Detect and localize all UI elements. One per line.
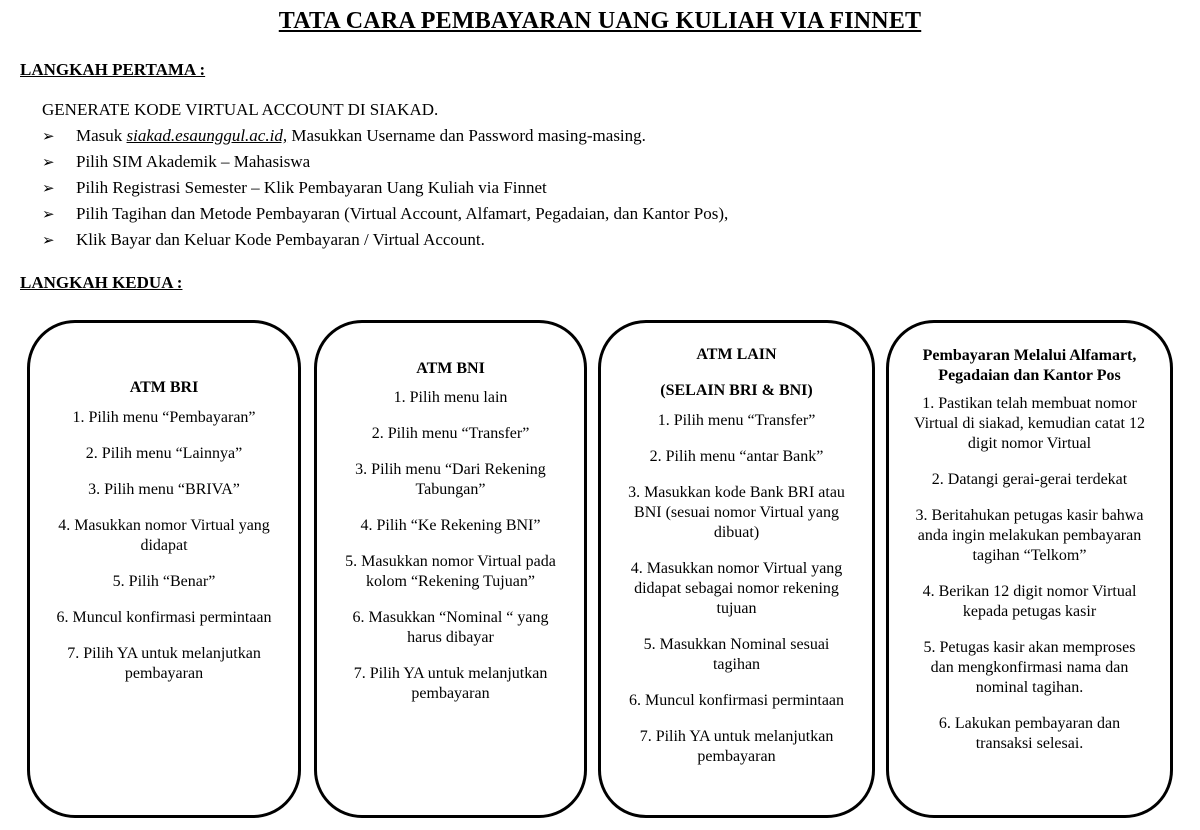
arrow-right-icon: ➢ (42, 205, 55, 223)
list-item (42, 151, 728, 177)
arrow-right-icon: ➢ (42, 179, 55, 197)
list-item-text: Pilih Registrasi Semester – Klik Pembayaran Uang Kuliah via Finnet (76, 178, 547, 197)
arrow-right-icon: ➢ (42, 231, 55, 249)
siakad-link[interactable]: siakad.esaunggul.ac.id, (126, 126, 288, 145)
list-item (42, 203, 728, 229)
atm-lain-box (598, 320, 875, 818)
list-item (42, 125, 728, 151)
steps-list (621, 411, 852, 767)
list-item: 2. Pilih menu “Lainnya” (85, 445, 243, 462)
box-title: ATM LAIN (696, 346, 777, 363)
list-item-text: Pilih SIM Akademik – Mahasiswa (76, 152, 311, 171)
list-item: 3. Beritahukan petugas kasir bahwa anda ingin melakukan pembayaran tagihan “Telkom” (915, 507, 1144, 564)
list-item: 6. Lakukan pembayaran dan transaksi selesai. (938, 715, 1121, 752)
atm-bni-box (314, 320, 587, 818)
list-item: 1. Pilih menu “Transfer” (657, 412, 816, 429)
list-item: 3. Pilih menu “Dari Rekening Tabungan” (355, 461, 546, 498)
list-item: 4. Masukkan nomor Virtual yang didapat (58, 517, 270, 554)
list-item: 1. Pilih menu “Pembayaran” (72, 409, 256, 426)
list-item: 5. Petugas kasir akan memproses dan mengkonfirmasi nama dan nominal tagihan. (923, 639, 1136, 696)
list-item: 7. Pilih YA untuk melanjutkan pembayaran (639, 728, 834, 765)
step-one-list (42, 125, 728, 255)
list-item: 6. Muncul konfirmasi permintaan (628, 692, 845, 709)
steps-list (911, 394, 1148, 754)
list-item: 4. Berikan 12 digit nomor Virtual kepada petugas kasir (922, 583, 1137, 620)
list-item: 2. Pilih menu “Transfer” (371, 425, 530, 442)
box-title: ATM BRI (129, 379, 199, 396)
page-title: TATA CARA PEMBAYARAN UANG KULIAH VIA FINNET (278, 8, 922, 34)
list-item: 3. Pilih menu “BRIVA” (88, 481, 240, 498)
list-item: 4. Masukkan nomor Virtual yang didapat sebagai nomor rekening tujuan (630, 560, 843, 617)
list-item: 7. Pilih YA untuk melanjutkan pembayaran (67, 645, 261, 682)
atm-bri-box (27, 320, 301, 818)
alfamart-pegadaian-kantorpos-box (886, 320, 1173, 818)
list-item: 1. Pastikan telah membuat nomor Virtual di siakad, kemudian catat 12 digit nomor Virtual (914, 395, 1145, 452)
steps-list (48, 408, 280, 684)
list-item-text: Pilih Tagihan dan Metode Pembayaran (Virtual Account, Alfamart, Pegadaian, dan Kantor Pos), (76, 204, 729, 223)
list-item: 6. Muncul konfirmasi permintaan (56, 609, 272, 626)
list-item: 5. Masukkan nomor Virtual pada kolom “Rekening Tujuan” (345, 553, 556, 590)
list-item (42, 229, 728, 255)
arrow-right-icon: ➢ (42, 153, 55, 171)
list-item: 5. Pilih “Benar” (112, 573, 216, 590)
list-item: 7. Pilih YA untuk melanjutkan pembayaran (353, 665, 548, 702)
box-subtitle: (SELAIN BRI & BNI) (660, 382, 813, 399)
list-item-text: Masuk siakad.esaunggul.ac.id, Masukkan Username dan Password masing-masing. (76, 126, 646, 145)
step-one-heading: LANGKAH PERTAMA : (20, 60, 206, 79)
list-item: 1. Pilih menu lain (393, 389, 508, 406)
step-one-intro: GENERATE KODE VIRTUAL ACCOUNT DI SIAKAD. (42, 100, 439, 119)
arrow-right-icon: ➢ (42, 127, 55, 145)
list-item: 2. Pilih menu “antar Bank” (649, 448, 824, 465)
list-item: 5. Masukkan Nominal sesuai tagihan (643, 636, 830, 673)
list-item (42, 177, 728, 203)
box-title: Pembayaran Melalui Alfamart, Pegadaian dan Kantor Pos (922, 347, 1137, 384)
steps-list (335, 388, 566, 704)
step-two-heading: LANGKAH KEDUA : (20, 273, 183, 292)
list-item: 3. Masukkan kode Bank BRI atau BNI (sesuai nomor Virtual yang dibuat) (628, 484, 845, 541)
list-item: 4. Pilih “Ke Rekening BNI” (360, 517, 541, 534)
list-item-text: Klik Bayar dan Keluar Kode Pembayaran / Virtual Account. (76, 230, 485, 249)
box-title: ATM BNI (416, 360, 485, 377)
list-item: 6. Masukkan “Nominal “ yang harus dibayar (352, 609, 549, 646)
list-item: 2. Datangi gerai-gerai terdekat (931, 471, 1128, 488)
